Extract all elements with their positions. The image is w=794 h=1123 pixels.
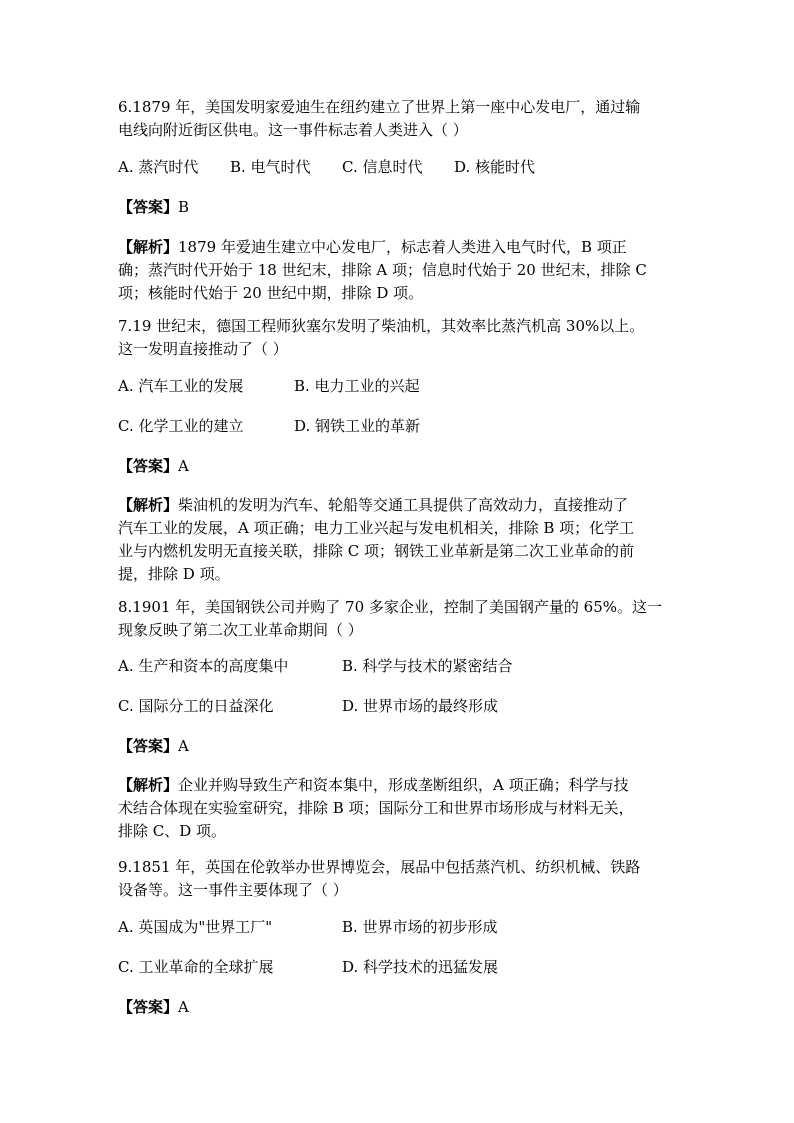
question-9-answer <box>118 996 678 1019</box>
analysis-line: 提，排除 D 项。 <box>118 565 230 583</box>
question-7-options-row-1 <box>118 375 678 398</box>
option-a: A. 生产和资本的高度集中 <box>118 657 289 675</box>
question-9-options-row-1 <box>118 916 678 939</box>
stem-line: 7.19 世纪末，德国工程师狄塞尔发明了柴油机，其效率比蒸汽机高 30%以上。 <box>118 317 645 335</box>
question-6-answer <box>118 196 678 219</box>
answer-value: A <box>178 998 189 1016</box>
option-d: D. 核能时代 <box>454 158 536 176</box>
option-a: A. 汽车工业的发展 <box>118 377 244 395</box>
analysis-label: 【解析】 <box>118 776 179 794</box>
analysis-line: 柴油机的发明为汽车、轮船等交通工具提供了高效动力，直接推动了 <box>178 496 629 514</box>
stem-line: 6.1879 年，美国发明家爱迪生在纽约建立了世界上第一座中心发电厂，通过输 <box>118 98 641 116</box>
analysis-line: 1879 年爱迪生建立中心发电厂，标志着人类进入电气时代，B 项正 <box>178 238 627 256</box>
analysis-line: 项；核能时代始于 20 世纪中期，排除 D 项。 <box>118 284 424 302</box>
question-8-answer <box>118 735 678 758</box>
option-c: C. 化学工业的建立 <box>118 417 244 435</box>
question-9-options-row-2 <box>118 956 678 979</box>
analysis-line: 业与内燃机发明无直接关联，排除 C 项；钢铁工业革新是第二次工业革命的前 <box>118 542 635 560</box>
option-c: C. 信息时代 <box>342 158 423 176</box>
answer-value: A <box>178 737 189 755</box>
analysis-label: 【解析】 <box>118 238 179 256</box>
stem-line: 设备等。这一事件主要体现了（ ） <box>118 881 348 899</box>
option-a: A. 英国成为"世界工厂" <box>118 918 273 936</box>
option-d: D. 钢铁工业的革新 <box>294 417 421 435</box>
stem-line: 电线向附近街区供电。这一事件标志着人类进入（ ） <box>118 121 468 139</box>
option-b: B. 世界市场的初步形成 <box>342 918 498 936</box>
analysis-line: 排除 C、D 项。 <box>118 822 227 840</box>
answer-value: B <box>178 198 190 216</box>
option-b: B. 电力工业的兴起 <box>294 377 420 395</box>
option-c: C. 工业革命的全球扩展 <box>118 958 274 976</box>
question-7-stem <box>118 315 678 361</box>
stem-line: 现象反映了第二次工业革命期间（ ） <box>118 621 363 639</box>
answer-value: A <box>178 457 189 475</box>
option-a: A. 蒸汽时代 <box>118 158 199 176</box>
answer-label: 【答案】 <box>118 457 179 475</box>
answer-label: 【答案】 <box>118 998 179 1016</box>
option-b: B. 电气时代 <box>230 158 311 176</box>
option-d: D. 科学技术的迅猛发展 <box>342 958 499 976</box>
answer-label: 【答案】 <box>118 198 179 216</box>
question-9-stem <box>118 856 678 902</box>
question-8-options-row-2 <box>118 695 678 718</box>
question-8-options-row-1 <box>118 655 678 678</box>
analysis-line: 术结合体现在实验室研究，排除 B 项；国际分工和世界市场形成与材料无关， <box>118 799 634 817</box>
analysis-label: 【解析】 <box>118 496 179 514</box>
question-8-stem <box>118 596 678 642</box>
answer-label: 【答案】 <box>118 737 179 755</box>
analysis-line: 企业并购导致生产和资本集中，形成垄断组织，A 项正确；科学与技 <box>178 776 629 794</box>
analysis-line: 汽车工业的发展，A 项正确；电力工业兴起与发电机相关，排除 B 项；化学工 <box>118 519 635 537</box>
stem-line: 9.1851 年，英国在伦敦举办世界博览会，展品中包括蒸汽机、纺织机械、铁路 <box>118 858 641 876</box>
question-7-options-row-2 <box>118 415 678 438</box>
option-c: C. 国际分工的日益深化 <box>118 697 274 715</box>
question-6-stem <box>118 96 678 142</box>
analysis-line: 确；蒸汽时代开始于 18 世纪末，排除 A 项；信息时代始于 20 世纪末，排除 C <box>118 261 647 279</box>
option-d: D. 世界市场的最终形成 <box>342 697 499 715</box>
stem-line: 8.1901 年，美国钢铁公司并购了 70 多家企业，控制了美国钢产量的 65%。这一 <box>118 598 662 616</box>
question-8-analysis <box>118 774 678 843</box>
question-7-analysis <box>118 494 678 586</box>
question-6-options <box>118 156 678 179</box>
option-b: B. 科学与技术的紧密结合 <box>342 657 513 675</box>
question-6-analysis <box>118 236 678 305</box>
question-7-answer <box>118 455 678 478</box>
stem-line: 这一发明直接推动了（ ） <box>118 340 288 358</box>
